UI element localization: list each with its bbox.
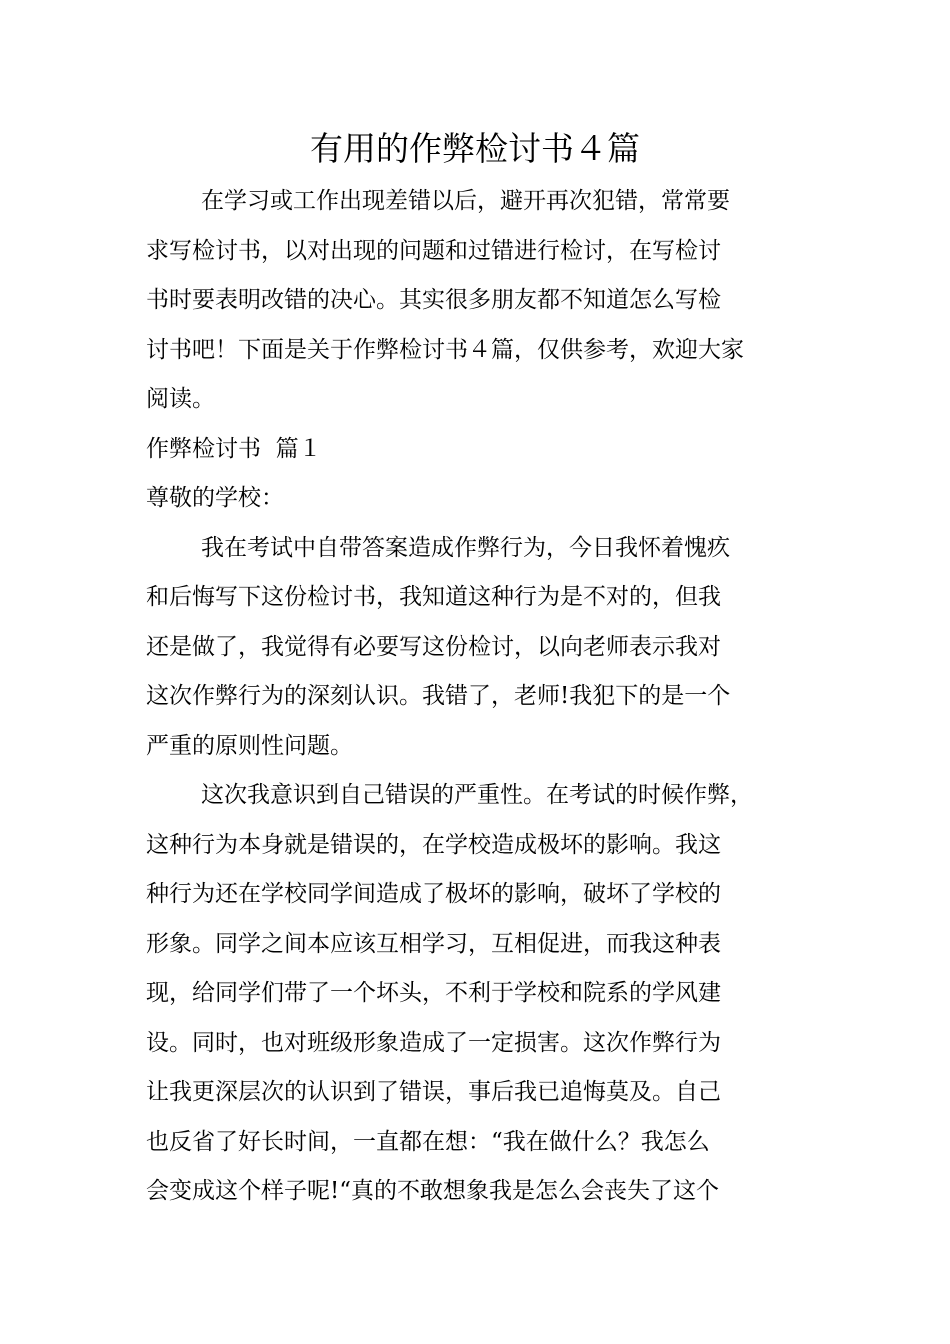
paragraph-line: 和后悔写下这份检讨书，我知道这种行为是不对的，但我 bbox=[146, 584, 721, 610]
paragraph-line: 形象。同学之间本应该互相学习，互相促进，而我这种表 bbox=[146, 930, 721, 957]
intro-line: 求写检讨书，以对出现的问题和过错进行检讨，在写检讨 bbox=[146, 237, 721, 264]
section-heading: 作弊检讨书 篇１ bbox=[146, 435, 322, 462]
paragraph-line: 这次我意识到自己错误的严重性。在考试的时候作弊， bbox=[201, 782, 753, 808]
paragraph-line: 这种行为本身就是错误的，在学校造成极坏的影响。我这 bbox=[146, 831, 721, 858]
paragraph-line: 这次作弊行为的深刻认识。我错了，老师!我犯下的是一个 bbox=[146, 683, 731, 709]
paragraph-line: 我在考试中自带答案造成作弊行为，今日我怀着愧疚 bbox=[201, 534, 730, 561]
intro-line: 在学习或工作出现差错以后，避开再次犯错，常常要 bbox=[201, 188, 730, 214]
paragraph-line: 让我更深层次的认识到了错误，事后我已追悔莫及。自己 bbox=[146, 1079, 721, 1105]
intro-line: 讨书吧！下面是关于作弊检讨书４篇，仅供参考，欢迎大家 bbox=[146, 336, 744, 363]
intro-line: 阅读。 bbox=[146, 386, 215, 412]
paragraph-line: 现，给同学们带了一个坏头，不利于学校和院系的学风建 bbox=[146, 980, 721, 1006]
salutation: 尊敬的学校： bbox=[146, 485, 284, 511]
paragraph-line: 设。同时，也对班级形象造成了一定损害。这次作弊行为 bbox=[146, 1029, 721, 1056]
document-title: 有用的作弊检讨书４篇 bbox=[310, 129, 640, 168]
paragraph-line: 种行为还在学校同学间造成了极坏的影响，破坏了学校的 bbox=[146, 881, 721, 907]
intro-line: 书时要表明改错的决心。其实很多朋友都不知道怎么写检 bbox=[146, 287, 721, 313]
paragraph-line: 也反省了好长时间，一直都在想：“我在做什么？我怎么 bbox=[146, 1128, 710, 1155]
paragraph-line: 还是做了，我觉得有必要写这份检讨，以向老师表示我对 bbox=[146, 633, 721, 660]
document-body bbox=[146, 177, 810, 1217]
paragraph-line: 严重的原则性问题。 bbox=[146, 732, 353, 759]
paragraph-line: 会变成这个样子呢!“真的不敢想象我是怎么会丧失了这个 bbox=[146, 1178, 720, 1204]
